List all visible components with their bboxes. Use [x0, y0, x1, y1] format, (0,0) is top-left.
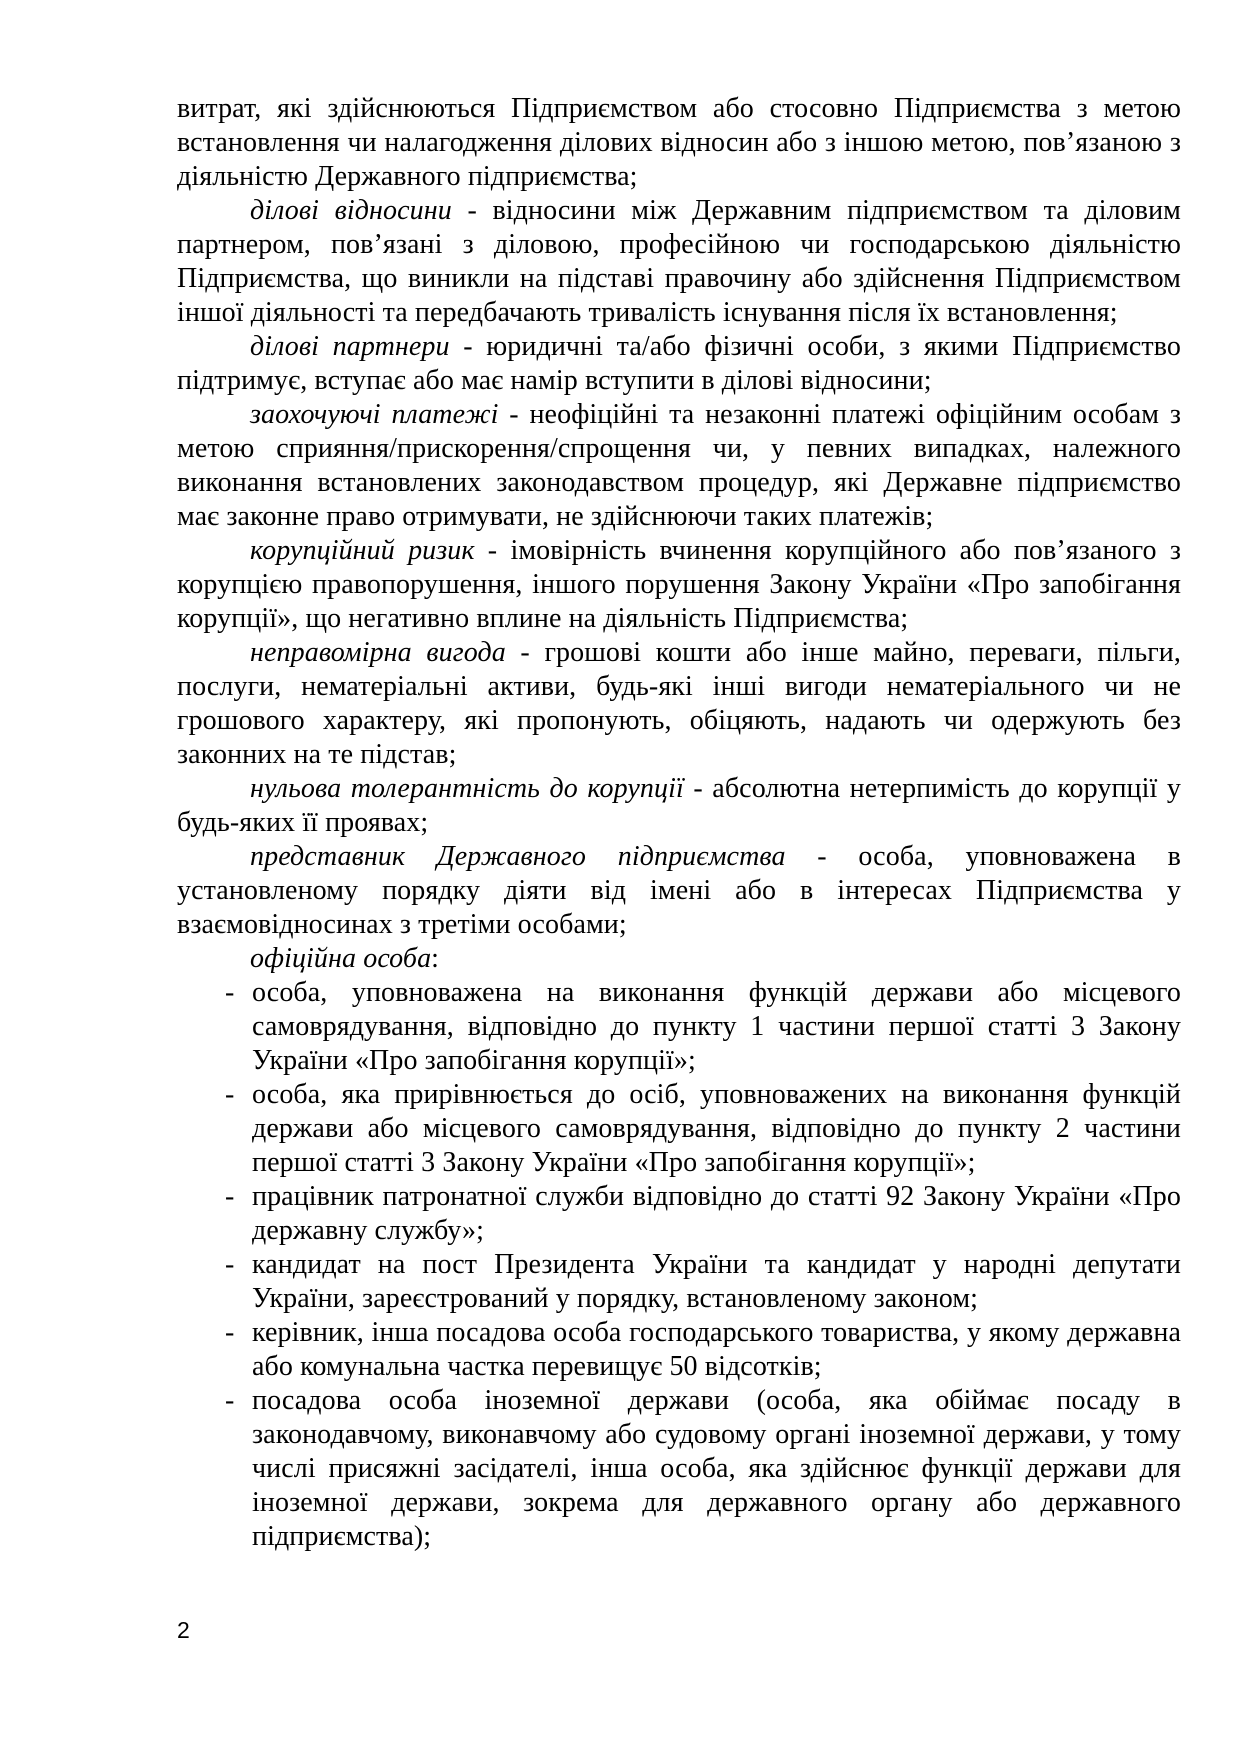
list-item-text: працівник патронатної служби відповідно до статті 92 Закону України «Про державну службу»;: [252, 1181, 1181, 1246]
list-item-text: особа, уповноважена на виконання функцій держави або місцевого самоврядування, відповідно до пункту 1 частини першої статті 3 Закону України «Про запобігання корупції»;: [252, 977, 1181, 1076]
defined-term: ділові партнери: [250, 331, 450, 362]
list-item-text: посадова особа іноземної держави (особа, яка обіймає посаду в законодавчому, виконавчому або судовому органі іноземної держави, у тому числі присяжні засідателі, інша особа, яка здійснює функції держави для іноземної держави, зокрема для державного органу або державного підприємства);: [252, 1385, 1181, 1552]
list-item: [177, 1384, 1181, 1554]
official-person-list: [177, 976, 1181, 1554]
defined-term: нульова толерантність до корупції: [250, 773, 684, 804]
definition-enterprise-representative: [177, 840, 1181, 942]
defined-term: офіційна особа: [250, 943, 432, 974]
dash-bullet-marker: -: [225, 1181, 235, 1212]
definition-official-person-heading: [177, 942, 1181, 976]
list-item: [177, 1316, 1181, 1384]
paragraph-text: витрат, які здійснюються Підприємством або стосовно Підприємства з метою встановлення чи налагодження ділових відносин або з іншою метою, пов’язаною з діяльністю Державного підприємства;: [177, 93, 1181, 192]
list-item: [177, 1180, 1181, 1248]
defined-term: представник Державного підприємства: [250, 841, 786, 872]
definition-facilitation-payments: [177, 398, 1181, 534]
definition-text: - особа, уповноважена в установленому порядку діяти від імені або в інтересах Підприємства у взаємовідносинах з третіми особами;: [177, 841, 1181, 940]
list-item-text: особа, яка прирівнюється до осіб, уповноважених на виконання функцій держави або місцевого самоврядування, відповідно до пункту 2 частини першої статті 3 Закону України «Про запобігання корупції»;: [252, 1079, 1181, 1178]
defined-term: заохочуючі платежі: [250, 399, 499, 430]
defined-term: неправомірна вигода: [250, 637, 506, 668]
list-item: [177, 1248, 1181, 1316]
defined-term: корупційний ризик: [250, 535, 475, 566]
dash-bullet-marker: -: [225, 1079, 235, 1110]
defined-term: ділові відносини: [250, 195, 452, 226]
definition-undue-benefit: [177, 636, 1181, 772]
page-number: 2: [177, 1617, 190, 1643]
definition-text: :: [431, 943, 440, 974]
definition-business-relations: [177, 194, 1181, 330]
definition-text: - юридичні та/або фізичні особи, з якими Підприємство підтримує, вступає або має намір вступити в ділові відносини;: [177, 331, 1181, 396]
dash-bullet-marker: -: [225, 977, 235, 1008]
definition-text: - грошові кошти або інше майно, переваги, пільги, послуги, нематеріальні активи, будь-які інші вигоди нематеріального чи не грошового характеру, які пропонують, обіцяють, надають чи одержують без законних на те підстав;: [177, 637, 1181, 770]
definition-text: - абсолютна нетерпимість до корупції у будь-яких її проявах;: [177, 773, 1181, 838]
dash-bullet-marker: -: [225, 1317, 235, 1348]
definition-text: - імовірність вчинення корупційного або пов’язаного з корупцією правопорушення, іншого порушення Закону України «Про запобігання корупції», що негативно вплине на діяльність Підприємства;: [177, 535, 1181, 634]
dash-bullet-marker: -: [225, 1385, 235, 1416]
list-item-text: керівник, інша посадова особа господарського товариства, у якому державна або комунальна частка перевищує 50 відсотків;: [252, 1317, 1181, 1382]
list-item: [177, 976, 1181, 1078]
definition-text: - неофіційні та незаконні платежі офіційним особам з метою сприяння/прискорення/спрощення чи, у певних випадках, належного виконання встановлених законодавством процедур, які Державне підприємство має законне право отримувати, не здійснюючи таких платежів;: [177, 399, 1181, 532]
list-item: [177, 1078, 1181, 1180]
dash-bullet-marker: -: [225, 1249, 235, 1280]
list-item-text: кандидат на пост Президента України та кандидат у народні депутати України, зареєстрований у порядку, встановленому законом;: [252, 1249, 1181, 1314]
definition-zero-tolerance: [177, 772, 1181, 840]
paragraph-continuation: [177, 92, 1181, 194]
definition-text: - відносини між Державним підприємством та діловим партнером, пов’язані з діловою, професійною чи господарською діяльністю Підприємства, що виникли на підставі правочину або здійснення Підприємством іншої діяльності та передбачають тривалість існування після їх встановлення;: [177, 195, 1181, 328]
definition-corruption-risk: [177, 534, 1181, 636]
definition-business-partners: [177, 330, 1181, 398]
page-body-text: [177, 92, 1181, 1554]
